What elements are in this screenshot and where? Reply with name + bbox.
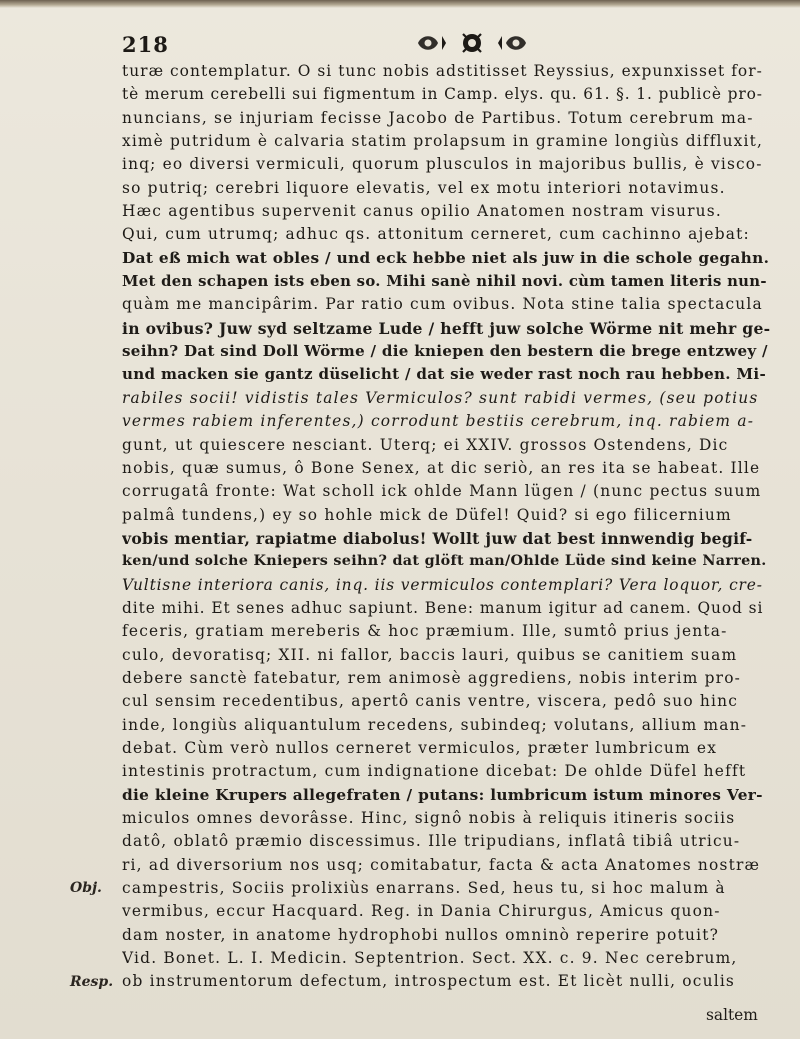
- text-line: turæ contemplatur. O si tunc nobis adstitisset Reyssius, expunxisset for-: [122, 62, 763, 80]
- body-text: [122, 60, 770, 994]
- text-line: Vid. Bonet. L. I. Medicin. Septentrion. Sect. XX. c. 9. Nec cerebrum,: [122, 949, 738, 968]
- text-line: Dat eß mich wat obles / und eck hebbe niet als juw in die schole gegahn.: [122, 248, 770, 267]
- text-line: Vultisne interiora canis, inq. iis vermiculos contemplari? Vera loquor, cre-: [122, 575, 763, 594]
- text-line: Qui, cum utrumq; adhuc qs. attonitum cerneret, cum cachinno ajebat:: [122, 225, 750, 244]
- printers-fleuron-ornament-icon: [412, 30, 532, 56]
- text-line: in ovibus? Juw syd seltzame Lude / hefft juw solche Wörme nit mehr ge-: [122, 318, 770, 338]
- page-number: 218: [122, 32, 169, 57]
- text-line: campestris, Sociis prolixiùs enarrans. Sed, heus tu, si hoc malum à: [122, 879, 726, 898]
- text-line: miculos omnes devorâsse. Hinc, signô nobis à reliquis itineris sociis: [122, 809, 736, 827]
- catchword: saltem: [706, 1006, 758, 1024]
- text-line: ken/und solche Kniepers seihn? dat glöft man/Ohlde Lüde sind keine Narren.: [122, 553, 767, 570]
- page-header: [122, 30, 722, 60]
- text-line: nobis, quæ sumus, ô Bone Senex, at dic seriò, an res ita se habeat. Ille: [122, 458, 761, 477]
- text-line: Hæc agentibus supervenit canus opilio Anatomen nostram visurus.: [122, 202, 722, 221]
- text-line: ri, ad diversorium nos usq; comitabatur, facta & acta Anatomes nostræ: [122, 855, 761, 874]
- marginal-note: Resp.: [70, 973, 114, 990]
- text-line: feceris, gratiam mereberis & hoc præmium. Ille, sumtô prius jenta-: [122, 622, 728, 641]
- text-line: vobis mentiar, rapiatme diabolus! Wollt juw dat best innwendig begif-: [122, 528, 753, 548]
- text-line: ob instrumentorum defectum, introspectum est. Et licèt nulli, oculis: [122, 972, 736, 991]
- text-line: gunt, ut quiescere nesciant. Uterq; ei XXIV. grossos Ostendens, Dic: [122, 435, 729, 454]
- text-line: nuncians, se injuriam fecisse Jacobo de Partibus. Totum cerebrum ma-: [122, 108, 754, 127]
- text-line: die kleine Krupers allegefraten / putans: lumbricum istum minores Ver-: [122, 785, 763, 804]
- text-line: cul sensim recedentibus, apertô canis ventre, viscera, pedô suo hinc: [122, 692, 739, 711]
- text-line: debat. Cùm verò nullos cerneret vermiculos, præter lumbricum ex: [122, 738, 718, 757]
- marginal-note: Obj.: [70, 880, 102, 897]
- text-line: debere sanctè fatebatur, rem animosè aggrediens, nobis interim pro-: [122, 668, 742, 687]
- text-line: und macken sie gantz düselicht / dat sie weder rast noch rau hebben. Mi-: [122, 365, 767, 384]
- text-line: palmâ tundens,) ey so hohle mick de Düfel! Quid? si ego filicernium: [122, 505, 732, 524]
- text-line: intestinis protractum, cum indignatione dicebat: De ohlde Düfel hefft: [122, 762, 747, 781]
- text-line: vermes rabiem inferentes,) corrodunt bestiis cerebrum, inq. rabiem a-: [122, 412, 755, 431]
- text-line: dite mihi. Et senes adhuc sapiunt. Bene: manum igitur ad canem. Quod si: [122, 598, 764, 617]
- text-line: corrugatâ fronte: Wat scholl ick ohlde Mann lügen / (nunc pectus suum: [122, 482, 762, 501]
- text-line: quàm me mancipârim. Par ratio cum ovibus. Nota stine talia spectacula: [122, 295, 763, 314]
- text-line: vermibus, eccur Hacquard. Reg. in Dania Chirurgus, Amicus quon-: [122, 902, 721, 921]
- page-top-edge-shadow: [0, 0, 800, 8]
- text-line: ximè putridum è calvaria statim prolapsum in gramine longiùs diffluxit,: [122, 132, 763, 151]
- text-line: culo, devoratisq; XII. ni fallor, baccis lauri, quibus se canitiem suam: [122, 645, 738, 664]
- text-line: rabiles socii! vidistis tales Vermiculos? sunt rabidi vermes, (seu potius: [122, 388, 759, 407]
- text-line: so putriq; cerebri liquore elevatis, vel ex motu interiori notavimus.: [122, 178, 726, 197]
- text-line: inde, longiùs aliquantulum recedens, subindeq; volutans, allium man-: [122, 715, 748, 734]
- text-line: dam noster, in anatome hydrophobi nullos omninò reperire potuit?: [122, 925, 720, 944]
- text-line: Met den schapen ists eben so. Mihi sanè nihil novi. cùm tamen literis nun-: [122, 272, 767, 291]
- text-line: seihn? Dat sind Doll Wörme / die kniepen den bestern die brege entzwey /: [122, 342, 768, 361]
- text-line: tè merum cerebelli sui figmentum in Camp. elys. qu. 61. §. 1. publicè pro-: [122, 85, 763, 104]
- text-line: datô, oblatô præmio discessimus. Ille tripudians, inflatâ tibiâ utricu-: [122, 832, 741, 851]
- text-line: inq; eo diversi vermiculi, quorum plusculos in majoribus bullis, è visco-: [122, 155, 763, 174]
